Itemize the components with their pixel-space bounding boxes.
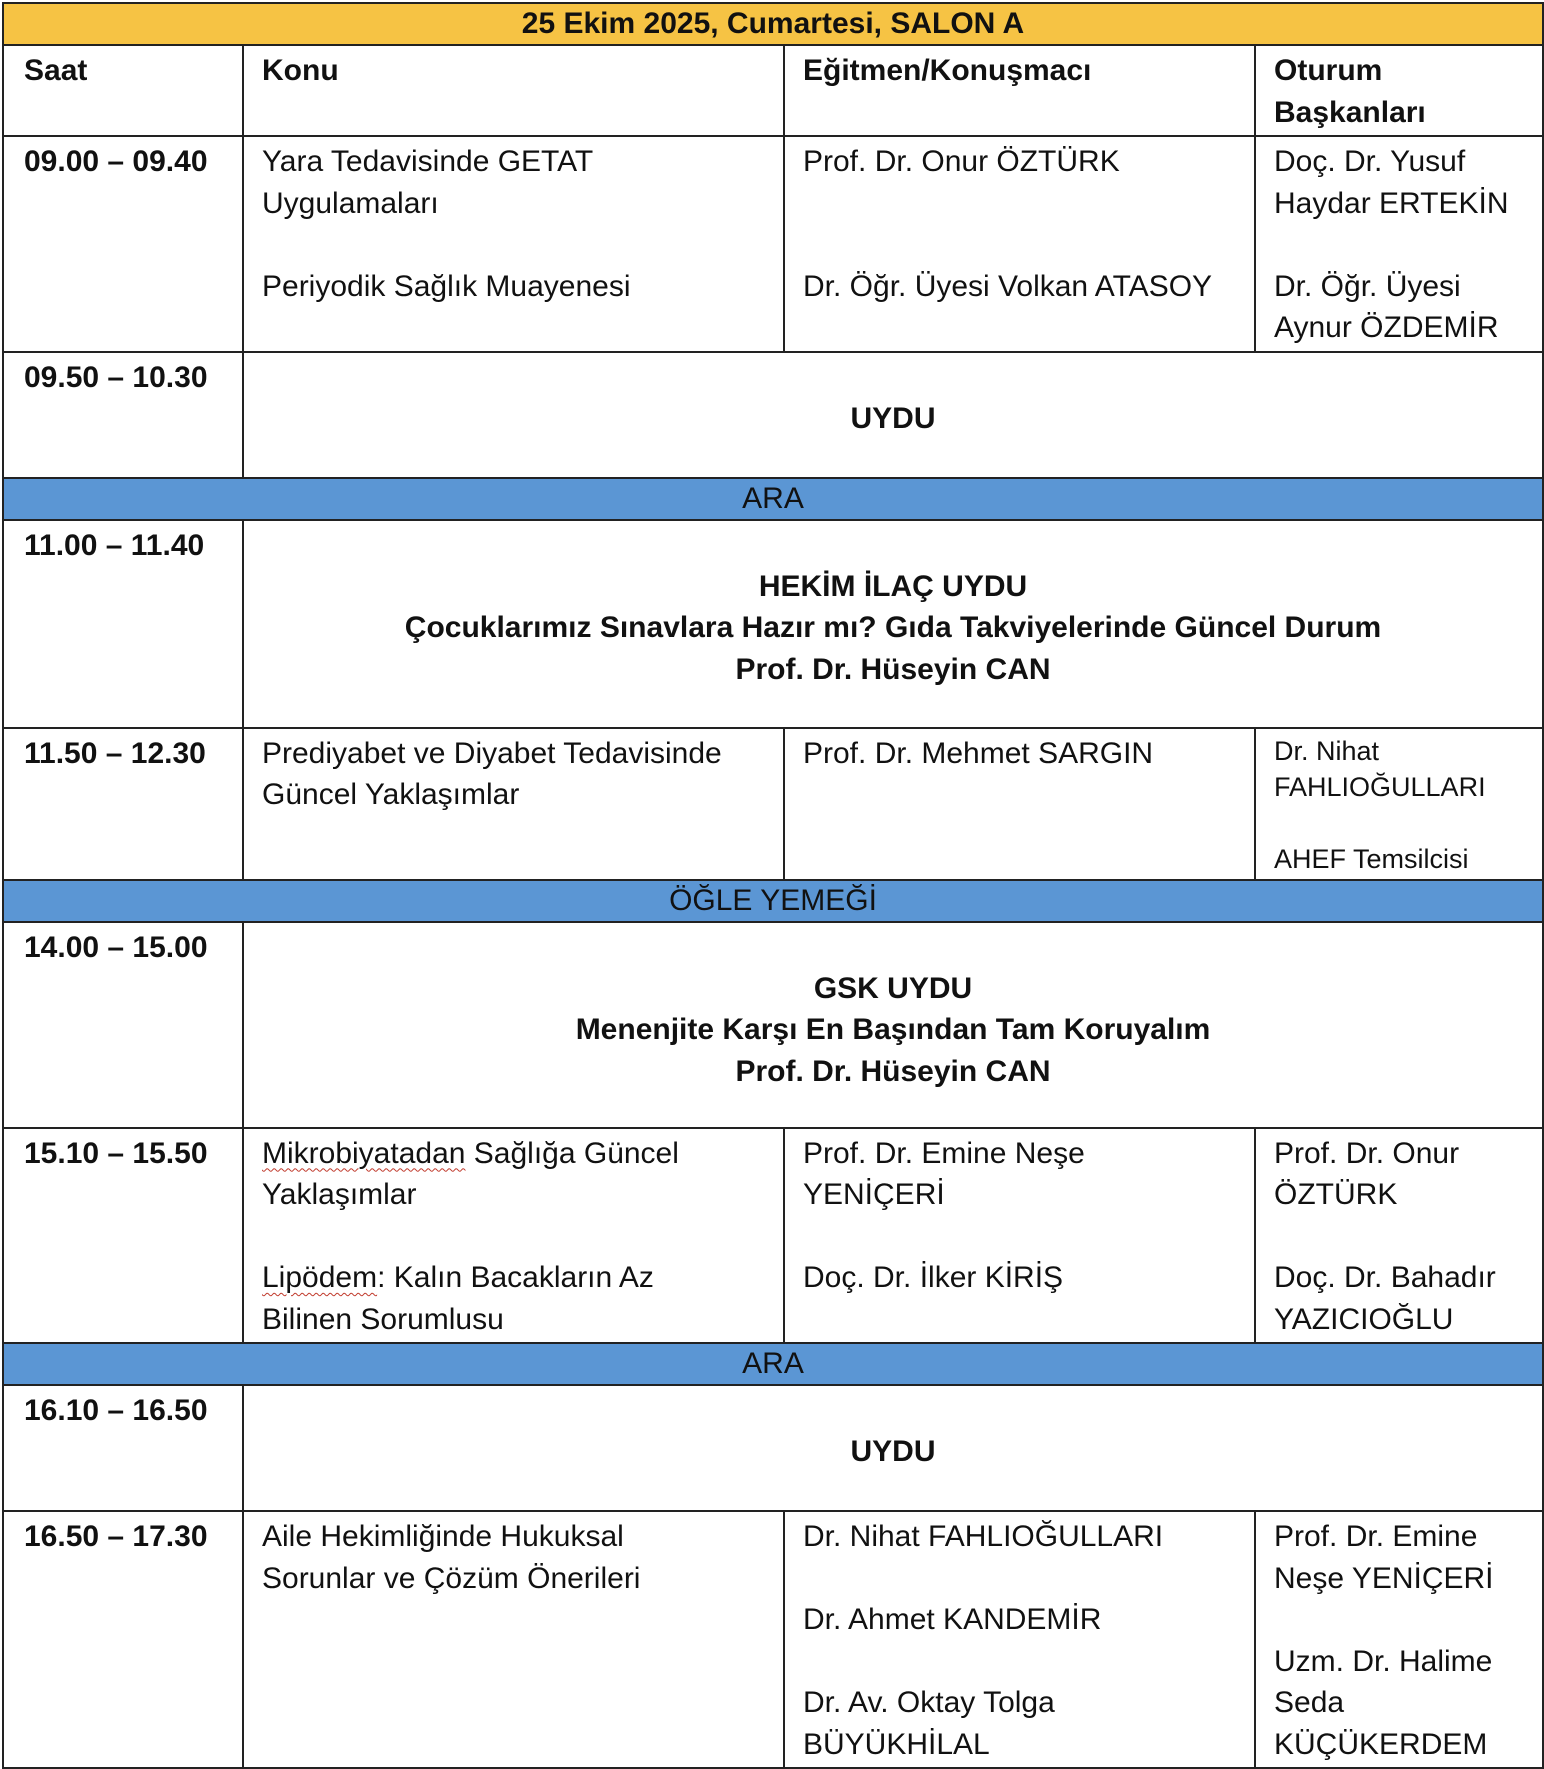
satellite-cell [243, 1385, 1543, 1511]
session-row [3, 520, 1543, 728]
session-time: 11.00 – 11.40 [3, 520, 243, 728]
session-chair [1255, 1128, 1543, 1344]
schedule-title: 25 Ekim 2025, Cumartesi, SALON A [3, 3, 1543, 45]
speaker-line: Doç. Dr. İlker KİRİŞ [803, 1261, 1064, 1294]
session-row [3, 1511, 1543, 1768]
break-row [3, 478, 1543, 520]
session-time: 09.00 – 09.40 [3, 136, 243, 352]
chair-line: Prof. Dr. Onur [1274, 1136, 1460, 1170]
satellite-cell [243, 352, 1543, 478]
session-chair [1255, 1511, 1543, 1768]
header-oturum-line2: Başkanları [1274, 95, 1426, 129]
header-egitmen: Eğitmen/Konuşmacı [784, 45, 1255, 136]
spellcheck-word: Lipödem [262, 1261, 378, 1294]
chair-line: ÖZTÜRK [1274, 1178, 1398, 1211]
topic-line: Periyodik Sağlık Muayenesi [262, 269, 631, 303]
header-oturum [1255, 45, 1543, 136]
session-speaker [784, 136, 1255, 352]
satellite-title: HEKİM İLAÇ UYDU [758, 569, 1028, 603]
topic-line: Aile Hekimliğinde Hukuksal [262, 1520, 624, 1553]
schedule-table [2, 2, 1544, 1769]
break-label: ÖĞLE YEMEĞİ [3, 880, 1543, 922]
satellite-cell [243, 922, 1543, 1128]
satellite-speaker: Prof. Dr. Hüseyin CAN [735, 652, 1051, 686]
chair-line: YAZICIOĞLU [1274, 1302, 1454, 1336]
header-oturum-line1: Oturum [1274, 54, 1383, 87]
speaker-line: BÜYÜKHİLAL [803, 1727, 990, 1761]
session-topic [243, 136, 784, 352]
chair-line: Uzm. Dr. Halime [1274, 1644, 1493, 1678]
speaker-line: Dr. Ahmet KANDEMİR [803, 1603, 1102, 1636]
session-topic [243, 1128, 784, 1344]
satellite-speaker: Prof. Dr. Hüseyin CAN [735, 1054, 1051, 1088]
header-konu: Konu [243, 45, 784, 136]
topic-line: Uygulamaları [262, 186, 439, 220]
satellite-topic: Çocuklarımız Sınavlara Hazır mı? Gıda Takviyelerinde Güncel Durum [404, 611, 1382, 644]
session-row [3, 352, 1543, 478]
chair-line: Doç. Dr. Yusuf [1274, 145, 1466, 178]
session-row [3, 1385, 1543, 1511]
session-row [3, 1128, 1543, 1344]
chair-line: KÜÇÜKERDEM [1274, 1727, 1488, 1761]
session-topic [243, 1511, 784, 1768]
header-saat: Saat [3, 45, 243, 136]
session-time: 16.10 – 16.50 [3, 1385, 243, 1511]
session-time: 11.50 – 12.30 [3, 728, 243, 880]
topic-line: Prediyabet ve Diyabet Tedavisinde [262, 736, 722, 770]
satellite-title: UYDU [850, 1435, 936, 1468]
topic-line [262, 1133, 773, 1175]
session-time: 16.50 – 17.30 [3, 1511, 243, 1768]
session-time: 09.50 – 10.30 [3, 352, 243, 478]
topic-text: Sağlığa Güncel [465, 1136, 679, 1170]
satellite-title: GSK UYDU [813, 971, 973, 1005]
satellite-title: UYDU [850, 401, 936, 435]
speaker-line: YENİÇERİ [803, 1178, 945, 1211]
session-time: 14.00 – 15.00 [3, 922, 243, 1128]
break-label: ARA [3, 1343, 1543, 1385]
session-speaker [784, 1511, 1255, 1768]
session-time: 15.10 – 15.50 [3, 1128, 243, 1344]
topic-line: Yara Tedavisinde GETAT [262, 145, 594, 178]
session-row [3, 728, 1543, 880]
speaker-line: Dr. Av. Oktay Tolga [803, 1686, 1055, 1719]
chair-line: Prof. Dr. Emine [1274, 1520, 1478, 1553]
speaker-line: Prof. Dr. Mehmet SARGIN [803, 736, 1154, 770]
chair-line: Neşe YENİÇERİ [1274, 1561, 1494, 1595]
topic-line: Sorunlar ve Çözüm Önerileri [262, 1561, 641, 1595]
speaker-line: Dr. Öğr. Üyesi Volkan ATASOY [803, 269, 1213, 303]
chair-line: Doç. Dr. Bahadır [1274, 1261, 1496, 1294]
topic-line: Bilinen Sorumlusu [262, 1302, 504, 1336]
chair-line: Dr. Nihat [1274, 735, 1380, 766]
session-speaker [784, 1128, 1255, 1344]
chair-line: Seda [1274, 1686, 1345, 1719]
speaker-line: Prof. Dr. Onur ÖZTÜRK [803, 145, 1120, 178]
break-label: ARA [3, 478, 1543, 520]
break-row [3, 1343, 1543, 1385]
satellite-topic: Menenjite Karşı En Başından Tam Koruyalım [575, 1013, 1211, 1046]
chair-line: Aynur ÖZDEMİR [1274, 311, 1499, 344]
topic-line [262, 1257, 773, 1299]
chair-line: Haydar ERTEKİN [1274, 186, 1509, 220]
session-chair [1255, 728, 1543, 880]
header-row [3, 45, 1543, 136]
spellcheck-word: Mikrobiyatadan [262, 1136, 466, 1170]
session-speaker [784, 728, 1255, 880]
break-row [3, 880, 1543, 922]
chair-line: AHEF Temsilcisi [1274, 843, 1469, 874]
session-row [3, 922, 1543, 1128]
topic-line: Güncel Yaklaşımlar [262, 778, 520, 811]
satellite-cell [243, 520, 1543, 728]
speaker-line: Dr. Nihat FAHLIOĞULLARI [803, 1520, 1164, 1553]
topic-text: : Kalın Bacakların Az [377, 1261, 654, 1294]
topic-line: Yaklaşımlar [262, 1178, 417, 1211]
session-topic [243, 728, 784, 880]
chair-line: Dr. Öğr. Üyesi [1274, 269, 1461, 303]
session-chair [1255, 136, 1543, 352]
session-row [3, 136, 1543, 352]
title-row [3, 3, 1543, 45]
chair-line: FAHLIOĞULLARI [1274, 771, 1486, 802]
speaker-line: Prof. Dr. Emine Neşe [803, 1136, 1085, 1170]
